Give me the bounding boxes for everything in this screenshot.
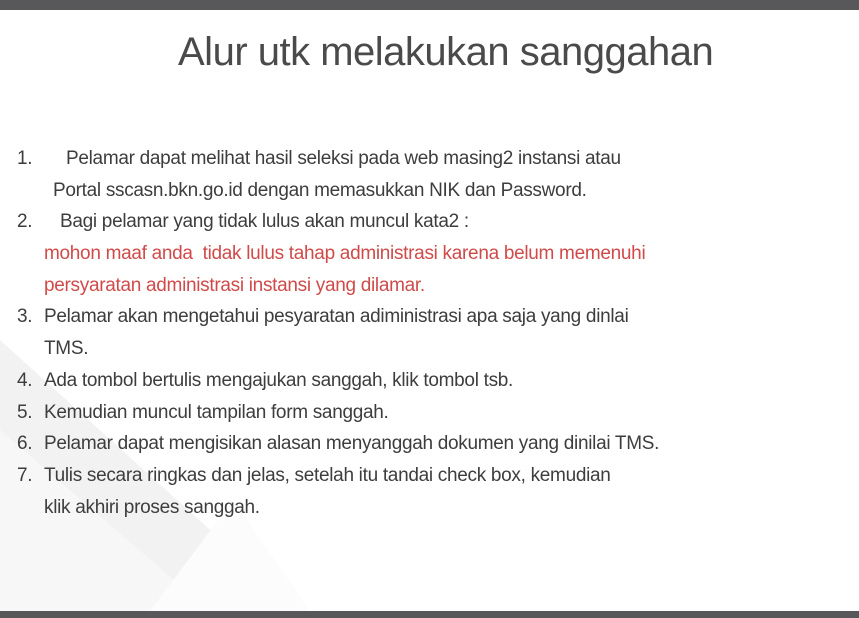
item-number: 5. [17,401,33,423]
list-line: Ada tombol bertulis mengajukan sanggah, klik tombol tsb. [44,369,514,391]
list-line: Kemudian muncul tampilan form sanggah. [44,401,389,423]
list-line: Portal sscasn.bkn.go.id dengan memasukkan NIK dan Password. [53,179,587,201]
list-line: Pelamar dapat melihat hasil seleksi pada web masing2 instansi atau [66,148,621,169]
bottom-accent-bar [0,611,859,618]
list-line-red: persyaratan administrasi instansi yang dilamar. [44,274,425,296]
list-line: Pelamar dapat mengisikan alasan menyanggah dokumen yang dinilai TMS. [44,433,660,455]
item-number: 2. [17,211,33,233]
list-item-2 [0,206,859,301]
list-line: Bagi pelamar yang tidak lulus akan muncul kata2 : [60,211,469,233]
item-number: 6. [17,433,33,455]
list-item-5 [0,397,859,429]
list-line: klik akhiri proses sanggah. [44,496,260,518]
list-item-1 [0,143,859,206]
item-number: 4. [17,369,33,391]
item-number: 1. [17,148,33,169]
list-item-7 [0,460,859,523]
list-item-6 [0,428,859,460]
list-item-3 [0,301,859,364]
slide-title: Alur utk melakukan sanggahan [178,30,714,74]
list-line: Pelamar akan mengetahui pesyaratan adiministrasi apa saja yang dinlai [44,306,629,328]
numbered-list [0,143,859,523]
item-number: 7. [17,464,33,486]
list-line: Tulis secara ringkas dan jelas, setelah itu tandai check box, kemudian [44,464,611,486]
item-number: 3. [17,306,33,328]
top-accent-bar [0,0,859,10]
list-item-4 [0,365,859,397]
list-line: TMS. [44,338,89,360]
list-line-red: mohon maaf anda tidak lulus tahap administrasi karena belum memenuhi [44,243,646,265]
